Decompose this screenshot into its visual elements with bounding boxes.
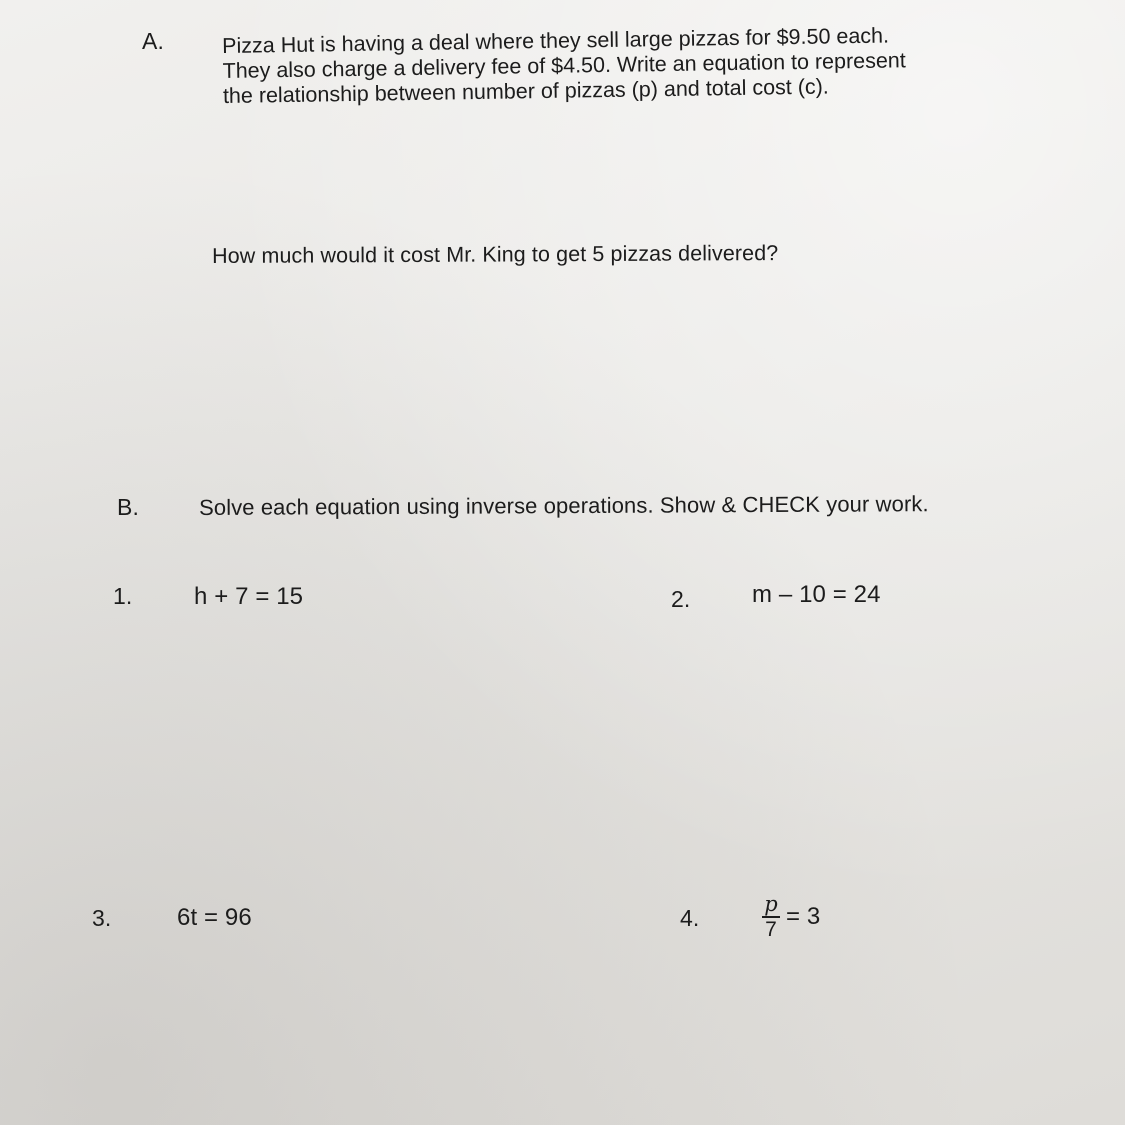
- problem-4-rhs: = 3: [786, 903, 821, 930]
- problem-3-equation: 6t = 96: [177, 904, 252, 931]
- section-b-label: B.: [117, 494, 139, 520]
- problem-3-number: 3.: [92, 905, 112, 931]
- problem-line-3: the relationship between number of pizzas (p) and total cost (c).: [222, 74, 829, 108]
- section-a-label: A.: [142, 28, 164, 54]
- problem-2-number: 2.: [671, 586, 691, 612]
- problem-1-number: 1.: [113, 583, 133, 609]
- problem-4-number: 4.: [680, 905, 700, 931]
- problem-2-equation: m – 10 = 24: [752, 581, 881, 608]
- section-b-instruction: Solve each equation using inverse operations. Show & CHECK your work.: [199, 491, 929, 520]
- section-a-question: How much would it cost Mr. King to get 5 pizzas delivered?: [212, 241, 779, 268]
- problem-line-1: Pizza Hut is having a deal where they sell large pizzas for $9.50 each.: [222, 23, 890, 58]
- fraction-numerator: p: [764, 892, 778, 916]
- problem-1-equation: h + 7 = 15: [194, 583, 304, 610]
- problem-line-2: They also charge a delivery fee of $4.50. Write an equation to represent: [222, 48, 906, 83]
- section-a-problem-text: [222, 23, 906, 109]
- problem-4-fraction: [762, 893, 780, 941]
- fraction-denominator: 7: [765, 918, 777, 941]
